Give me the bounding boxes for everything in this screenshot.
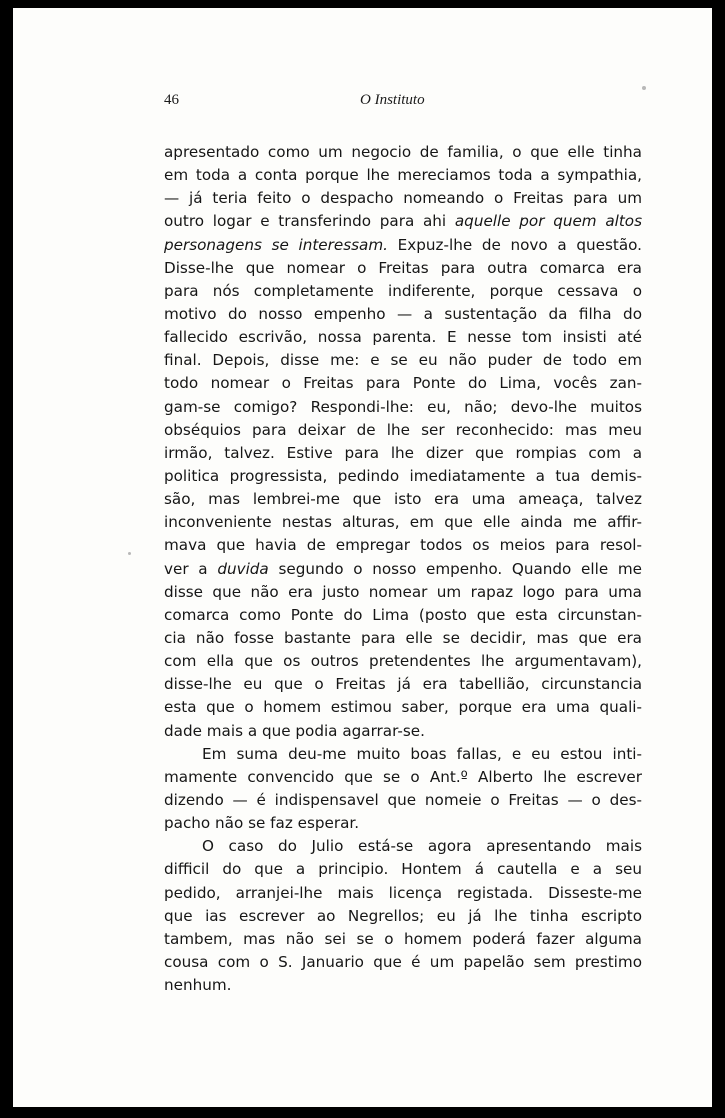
- text-line: disse que não era justo nomear um rapaz logo para uma: [164, 582, 642, 601]
- text-line: nenhum.: [164, 976, 232, 995]
- text-line: obséquios para deixar de lhe ser reconhecido: mas meu: [164, 420, 642, 439]
- text-line: disse-lhe eu que o Freitas já era tabellião, circunstancia: [164, 675, 642, 694]
- running-head: [164, 92, 642, 116]
- text-line: tambem, mas não sei se o homem poderá fazer alguma: [164, 929, 642, 948]
- ink-speck: [642, 86, 646, 90]
- text-line: pedido, arranjei-lhe mais licença registada. Disseste-me: [164, 883, 642, 902]
- page-number: 46: [164, 92, 179, 108]
- text-run: segundo o nosso empenho. Quando elle me: [278, 559, 642, 578]
- text-line: pacho não se faz esperar.: [164, 814, 360, 833]
- italic-phrase: aquelle por quem altos: [454, 212, 642, 231]
- text-line: são, mas lembrei-me que isto era uma ameaça, talvez: [164, 490, 642, 509]
- text-line: inconveniente nestas alturas, em que elle ainda me affir-: [164, 513, 642, 532]
- text-run: outro logar e transferindo para ahi: [164, 212, 447, 231]
- text-line: [164, 234, 642, 257]
- text-line: difficil do que a principio. Hontem á cautella e a seu: [164, 860, 642, 879]
- text-line: motivo do nosso empenho — a sustentação da filha do: [164, 304, 642, 323]
- text-line: politica progressista, pedindo imediatamente a tua demis-: [164, 466, 642, 485]
- journal-title: O Instituto: [360, 92, 425, 108]
- text-line: comarca como Ponte do Lima (posto que esta circunstan-: [164, 605, 642, 624]
- text-line: dizendo — é indispensavel que nomeie o Freitas — o des-: [164, 790, 642, 809]
- text-line: dade mais a que podia agarrar-se.: [164, 721, 425, 740]
- text-line: — já teria feito o despacho nomeando o Freitas para um: [164, 189, 642, 208]
- text-line: mamente convencido que se o Ant.º Alberto lhe escrever: [164, 767, 642, 786]
- text-line: O caso do Julio está-se agora apresentando mais: [202, 837, 642, 856]
- text-line: em toda a conta porque lhe mereciamos toda a sympathia,: [164, 166, 642, 185]
- text-line: [164, 210, 642, 233]
- text-line: fallecido escrivão, nossa parenta. E nesse tom insisti até: [164, 328, 642, 347]
- text-line: gam-se comigo? Respondi-lhe: eu, não; devo-lhe muitos: [164, 397, 642, 416]
- text-run: ver a: [164, 559, 208, 578]
- ink-speck: [128, 552, 131, 555]
- text-line: cousa com o S. Januario que é um papelão sem prestimo: [164, 952, 642, 971]
- italic-word: duvida: [217, 559, 269, 578]
- text-line: irmão, talvez. Estive para lhe dizer que rompias com a: [164, 443, 642, 462]
- text-line: esta que o homem estimou saber, porque era uma quali-: [164, 698, 642, 717]
- italic-phrase: personagens se interessam.: [164, 235, 388, 254]
- text-line: final. Depois, disse me: e se eu não puder de todo em: [164, 351, 642, 370]
- text-line: com ella que os outros pretendentes lhe argumentavam),: [164, 652, 642, 671]
- text-line: todo nomear o Freitas para Ponte do Lima, vocês zan-: [164, 374, 642, 393]
- text-run: Expuz-lhe de novo a questão.: [397, 235, 642, 254]
- text-line: Em suma deu-me muito boas fallas, e eu estou inti-: [202, 744, 642, 763]
- text-line: Disse-lhe que nomear o Freitas para outra comarca era: [164, 258, 642, 277]
- body-text: [164, 141, 642, 997]
- text-line: para nós completamente indiferente, porque cessava o: [164, 281, 642, 300]
- text-line: cia não fosse bastante para elle se decidir, mas que era: [164, 628, 642, 647]
- text-line: que ias escrever ao Negrellos; eu já lhe tinha escripto: [164, 906, 642, 925]
- text-line: [164, 558, 642, 581]
- text-line: mava que havia de empregar todos os meios para resol-: [164, 536, 642, 555]
- text-line: apresentado como um negocio de familia, o que elle tinha: [164, 143, 642, 161]
